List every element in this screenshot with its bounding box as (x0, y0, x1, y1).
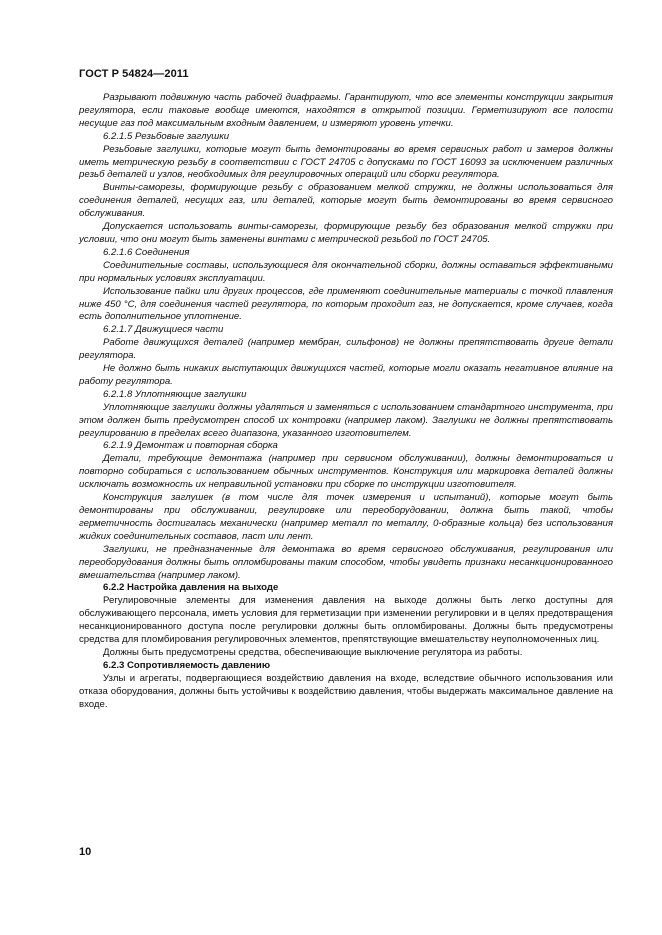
body-paragraph: Узлы и агрегаты, подвергающиеся воздействию давления на входе, вследствие обычного использования или отказа оборудования, должны быть устойчивы к воздействию давления, чтобы выдержать максимальное давление на входе. (79, 672, 613, 710)
body-paragraph: Конструкция заглушек (в том числе для точек измерения и испытаний), которые могут быть демонтированы при обслуживании, регулировке или переоборудовании, должна быть такой, чтобы герметичность достигалась механически (например металл по металлу, 0-образные кольца) без использования жидких соединительных составов, паст или лент. (79, 492, 613, 542)
page-body (79, 92, 613, 712)
body-paragraph: Уплотняющие заглушки должны удаляться и заменяться с использованием стандартного инструмента, при этом должен быть предусмотрен способ их контровки (например лаком). Заглушки не должны препятствовать регулированию в пределах всего диапазона, указанного изготовителем. (79, 401, 613, 439)
section-heading: 6.2.3 Сопротивляемость давлению (103, 659, 271, 671)
page-number: 10 (79, 846, 92, 858)
subsection-title: 6.2.1.7 Движущиеся части (103, 324, 224, 336)
subsection-title: 6.2.1.8 Уплотняющие заглушки (103, 388, 247, 400)
body-paragraph: Использование пайки или других процессов, где применяют соединительные материалы с точкой плавления ниже 450 °С, для соединения частей регулятора, по которым проходит газ, не допускается, кроме случаев, когда есть дополнительное уплотнение. (79, 285, 613, 323)
subsection-title: 6.2.1.5 Резьбовые заглушки (103, 130, 230, 142)
body-paragraph: Детали, требующие демонтажа (например при сервисном обслуживании), должны демонтироваться и повторно собираться с использованием обычных инструментов. Конструкция или маркировка деталей должны исключать возможность их неправильной установки при сборке по инструкции изготовителя. (79, 453, 613, 491)
section-heading: 6.2.2 Настройка давления на выходе (103, 582, 279, 594)
body-paragraph: Допускается использовать винты-саморезы, формирующие резьбу без образования мелкой стружки при условии, что они могут быть заменены винтами с метрической резьбой по ГОСТ 24705. (79, 221, 613, 245)
body-paragraph: Должны быть предусмотрены средства, обеспечивающие выключение регулятора из работы. (103, 646, 523, 658)
subsection-title: 6.2.1.6 Соединения (103, 246, 190, 258)
page-header: ГОСТ Р 54824—2011 (79, 68, 189, 80)
body-paragraph: Работе движущихся деталей (например мембран, сильфонов) не должны препятствовать другие детали регулятора. (79, 337, 613, 362)
body-paragraph: Не должно быть никаких выступающих движущихся частей, которые могли оказать негативное влияние на работу регулятора. (79, 363, 613, 387)
body-paragraph: Регулировочные элементы для изменения давления на выходе должны быть легко доступны для обслуживающего персонала, иметь условия для герметизации при изменении регулировки и в целях предотвращения несанкционированного доступа после регулировки должны быть опломбированы. Должны быть предусмотрены средства для пломбирования регулировочных элементов, препятствующие вмешательству неуполномоченных лиц. (79, 595, 613, 646)
body-paragraph: Соединительные составы, использующиеся для окончательной сборки, должны оставаться эффективными при нормальных условиях эксплуатации. (79, 259, 613, 284)
body-paragraph: Разрывают подвижную часть рабочей диафрагмы. Гарантируют, что все элементы конструкции закрытия регулятора, если таковые вообще имеются, находятся в открытой позиции. Герметизируют все полости несущие газ под максимальным входным давлением, и измеряют уровень утечки. (79, 92, 613, 129)
subsection-title: 6.2.1.9 Демонтаж и повторная сборка (103, 440, 278, 452)
body-paragraph: Резьбовые заглушки, которые могут быть демонтированы во время сервисных работ и замеров должны иметь метрическую резьбу в соответствии с ГОСТ 24705 с допусками по ГОСТ 16093 за исключением различных резьб деталей и узлов, необходимых для регулировочных операций или сборки регулятора. (79, 143, 613, 181)
body-paragraph: Винты-саморезы, формирующие резьбу с образованием мелкой стружки, не должны использоваться для соединения деталей, несущих газ, или деталей, которые могут быть демонтированы во время сервисного обслуживания. (79, 182, 613, 220)
body-paragraph: Заглушки, не предназначенные для демонтажа во время сервисного обслуживания, регулирования или переоборудования должны быть опломбированы таким способом, чтобы увидеть признаки несанкционированного вмешательства (например лаком). (79, 543, 613, 581)
